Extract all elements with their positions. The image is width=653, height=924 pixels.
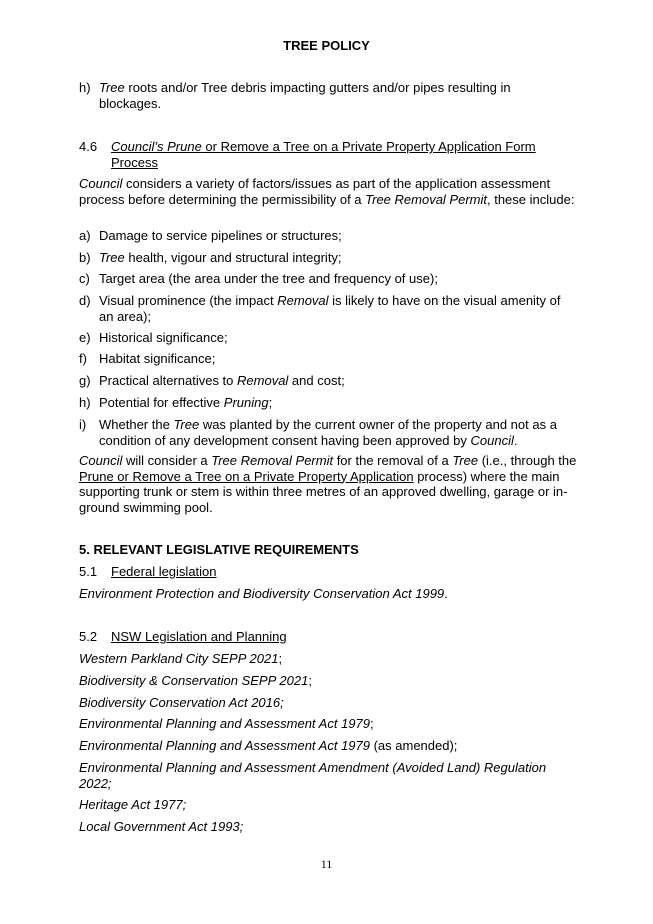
list-label: b) <box>79 250 91 265</box>
list-item <box>99 80 569 111</box>
subsection-heading: NSW Legislation and Planning <box>111 629 287 644</box>
list-item-text: Visual prominence (the impact <box>99 293 278 308</box>
section-number: 5.2 <box>79 629 98 644</box>
list-item-text: . <box>513 432 518 448</box>
list-item-text: Potential for effective <box>99 395 224 410</box>
act-line <box>79 586 579 602</box>
act-line <box>79 760 569 791</box>
italic-term: Tree Removal Permit <box>211 453 334 468</box>
intro-term-council: Council <box>79 176 123 191</box>
act-line <box>79 695 579 711</box>
list-item: Habitat significance; <box>99 351 216 366</box>
act-line <box>79 673 579 689</box>
list-item: Target area (the area under the tree and frequency of use); <box>99 271 438 286</box>
act-line <box>79 716 579 732</box>
list-item-text: and cost; <box>288 373 345 388</box>
italic-term: Removal <box>237 373 289 388</box>
list-item-text: ; <box>268 395 273 410</box>
act-name: Biodiversity Conservation Act 2016; <box>79 695 284 710</box>
heading-rest: or Remove a Tree on a Private Property Application Form Process <box>111 139 536 170</box>
intro-text-end: , these include: <box>486 191 575 207</box>
list-label: h) <box>79 395 91 410</box>
list-label: a) <box>79 228 91 243</box>
act-punct: ; <box>308 673 312 688</box>
paragraph-text: will consider a <box>122 453 212 468</box>
list-label: d) <box>79 293 91 308</box>
list-item <box>99 373 569 389</box>
list-label: c) <box>79 271 90 286</box>
section-heading <box>111 139 561 170</box>
italic-term: Tree <box>99 250 125 265</box>
list-item <box>99 293 569 324</box>
italic-term: Pruning <box>223 395 269 410</box>
italic-term: Council <box>470 432 514 448</box>
act-line <box>79 651 579 667</box>
act-line <box>79 797 579 813</box>
section-heading: 5. RELEVANT LEGISLATIVE REQUIREMENTS <box>79 542 359 557</box>
list-label: h) <box>79 80 91 95</box>
list-item-text: health, vigour and structural integrity; <box>124 250 342 265</box>
list-label: g) <box>79 373 91 388</box>
act-name: Environmental Planning and Assessment Amendment (Avoided Land) Regulation 2022; <box>79 760 547 791</box>
act-punct: . <box>444 586 448 601</box>
list-item <box>99 250 569 266</box>
list-label: i) <box>79 417 87 432</box>
act-name: Biodiversity & Conservation SEPP 2021 <box>79 673 309 688</box>
act-name: Environmental Planning and Assessment Act 1979 <box>79 716 370 731</box>
heading-italic: Council’s Prune <box>111 139 202 154</box>
list-item-text: Practical alternatives to <box>99 373 238 388</box>
act-line <box>79 738 579 754</box>
act-name: Environment Protection and Biodiversity Conservation Act 1999 <box>79 586 445 601</box>
closing-paragraph <box>79 453 579 515</box>
act-punct: ; <box>278 651 283 666</box>
page-title: TREE POLICY <box>283 38 370 53</box>
paragraph-text: for the removal of a <box>333 453 453 468</box>
subsection-heading: Federal legislation <box>111 564 217 579</box>
list-item-text: was planted by the current owner of the property and not as a condition of any development consent having been approved by <box>99 417 557 448</box>
act-name: Western Parkland City SEPP 2021 <box>79 651 279 666</box>
list-item-text: is likely to have on the visual amenity of an area); <box>99 293 561 324</box>
italic-term: Removal <box>277 293 329 308</box>
italic-term: Tree <box>452 453 479 468</box>
paragraph-text: (i.e., through the <box>478 453 577 468</box>
list-item-text: Whether the <box>99 417 174 432</box>
list-item <box>99 395 569 411</box>
italic-term: Council <box>79 453 123 468</box>
italic-term: Tree <box>173 417 200 432</box>
list-item: Historical significance; <box>99 330 228 345</box>
list-label: e) <box>79 330 91 345</box>
act-punct: ; <box>369 716 374 731</box>
page-number: 11 <box>320 857 333 871</box>
act-name: Local Government Act 1993; <box>79 819 244 834</box>
italic-term: Tree <box>99 80 125 95</box>
intro-term-permit: Tree Removal Permit <box>365 191 487 207</box>
act-line <box>79 819 579 835</box>
list-item: Damage to service pipelines or structures; <box>99 228 342 243</box>
list-label: f) <box>79 351 87 366</box>
intro-text: considers a variety of factors/issues as part of the application assessment process before determining the permissibility of a <box>79 176 551 207</box>
section-number: 5.1 <box>79 564 98 579</box>
application-reference: Prune or Remove a Tree on a Private Property Application <box>79 468 414 484</box>
list-item <box>99 417 569 448</box>
list-item-text: roots and/or Tree debris impacting gutters and/or pipes resulting in blockages. <box>99 80 511 111</box>
act-name: Heritage Act 1977; <box>79 797 187 812</box>
act-name: Environmental Planning and Assessment Act 1979 <box>79 738 370 753</box>
act-punct: (as amended); <box>369 738 458 753</box>
section-number: 4.6 <box>79 139 98 154</box>
intro-paragraph <box>79 176 579 207</box>
paragraph-text: process) where the main supporting trunk or stem is within three metres of an approved dwelling, garage or in-ground swimming pool. <box>79 468 568 515</box>
